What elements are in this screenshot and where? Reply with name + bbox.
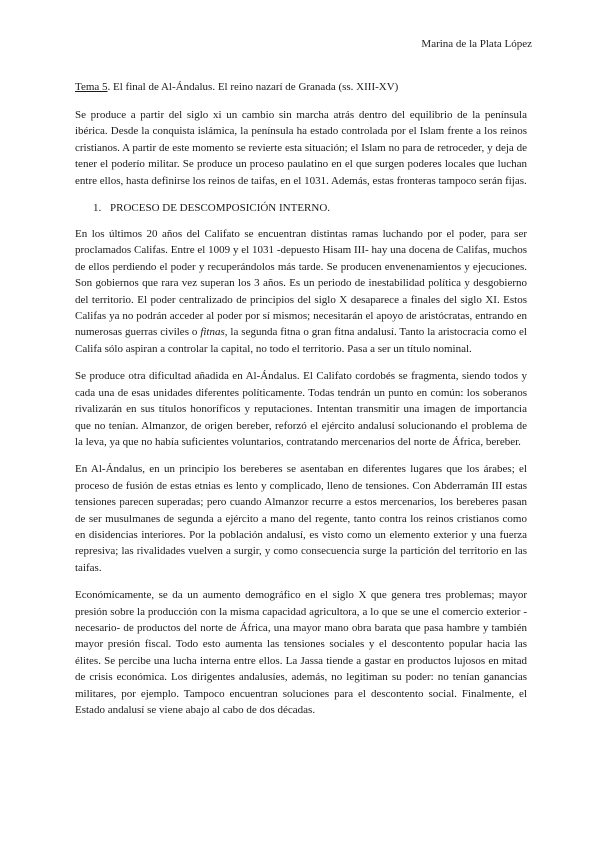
document-title	[75, 80, 527, 95]
paragraph-text: En los últimos 20 años del Califato se encuentran distintas ramas luchando por el poder, para ser proclamados Califas. Entre el 1009 y el 1031 -depuesto Hisam III- hay una docena de Califas, muchos de ellos perdiendo el poder y recuperándolos más tarde. Se producen envenenamientos y ejecuciones. Son gobiernos que rara vez superan los 3 años. Es un periodo de inestabilidad política y desgobierno del territorio. El poder centralizado de principios del siglo X desaparece a finales del siglo XI. Estos Califas ya no podrán acceder al poder por sí mismos; necesitarán el apoyo de aristócratas, entrando en numerosas guerras civiles o	[75, 228, 527, 339]
section-title: PROCESO DE DESCOMPOSICIÓN INTERNO.	[110, 202, 331, 215]
document-body	[75, 80, 527, 729]
italic-term: fitnas	[200, 326, 225, 339]
author-header: Marina de la Plata López	[421, 38, 532, 50]
section-heading	[93, 200, 527, 216]
paragraph-intro: Se produce a partir del siglo xi un cambio sin marcha atrás dentro del equilibrio de la península ibérica. Desde la conquista islámica, la península ha estado controlada por el Islam frente a los reinos cristianos. A partir de este momento se revierte esta situación; el Islam no para de retroceder, y deja de tener el poderío militar. Se produce un proceso paulatino en el que surgen poderes locales que luchan entre ellos, hasta definirse los reinos de taifas, en el 1031. Además, estas fronteras tampoco serán fijas.	[75, 109, 527, 187]
tema-label: Tema 5	[75, 81, 108, 93]
paragraph-califato	[75, 226, 527, 357]
paragraph-economia: Económicamente, se da un aumento demográfico en el siglo X que genera tres problemas; mayor presión sobre la producción con la misma capacidad agricultora, a lo que se une el comercio exterior -necesario- de productos del norte de África, una mayor mano obra barata que pasa hambre y también mayor presión fiscal. Todo esto aumenta las tensiones sociales y el descontento popular hacia las élites. Se percibe una lucha interna entre ellos. La Jassa tiende a gastar en productos lujosos en mitad de crisis económica. Los dirigentes andalusíes, además, no legitiman su poder: no tenían ganancias militares, por ejemplo. Tampoco encuentran soluciones para el descontento social. Finalmente, el Estado andalusí se viene abajo al cabo de dos décadas.	[75, 589, 527, 716]
section-number: 1.	[93, 202, 102, 215]
title-text: . El final de Al-Ándalus. El reino nazarí de Granada (ss. XIII-XV)	[107, 81, 399, 93]
paragraph-bereberes: En Al-Ándalus, en un principio los bereberes se asentaban en diferentes lugares que los árabes; el proceso de fusión de estas etnias es lento y complicado, lleno de tensiones. Con Abderramán III estas tensiones parecen superadas; pero cuando Almanzor recurre a estos mercenarios, los bereberes pasan de ser musulmanes de segunda a ejército a mano del regente, tanto contra los reinos cristianos como en disidencias interiores. Por la población andalusí, es visto como un elemento exterior y una fuerza represiva; las rivalidades vuelven a surgir, y como consecuencia surge la partición del territorio en las taifas.	[75, 463, 527, 574]
paragraph-fragmentacion: Se produce otra dificultad añadida en Al-Ándalus. El Califato cordobés se fragmenta, siendo todos y cada una de esas unidades diferentes políticamente. Todas tendrán un punto en común: los soberanos rivalizarán en sus títulos honoríficos y reputaciones. Intentan transmitir una imagen de importancia que no tenían. Almanzor, de origen bereber, reforzó el ejército andalusí solucionando el problema de la leva, ya que no había suficientes voluntarios, contratando mercenarios del norte de África, bereber.	[75, 370, 527, 448]
paragraph-text: , la segunda fitna o gran fitna andalusí. Tanto la aristocracia como el Califa sólo aspiran a controlar la capital, no todo el territorio. Pasa a ser un título nominal.	[75, 326, 527, 355]
